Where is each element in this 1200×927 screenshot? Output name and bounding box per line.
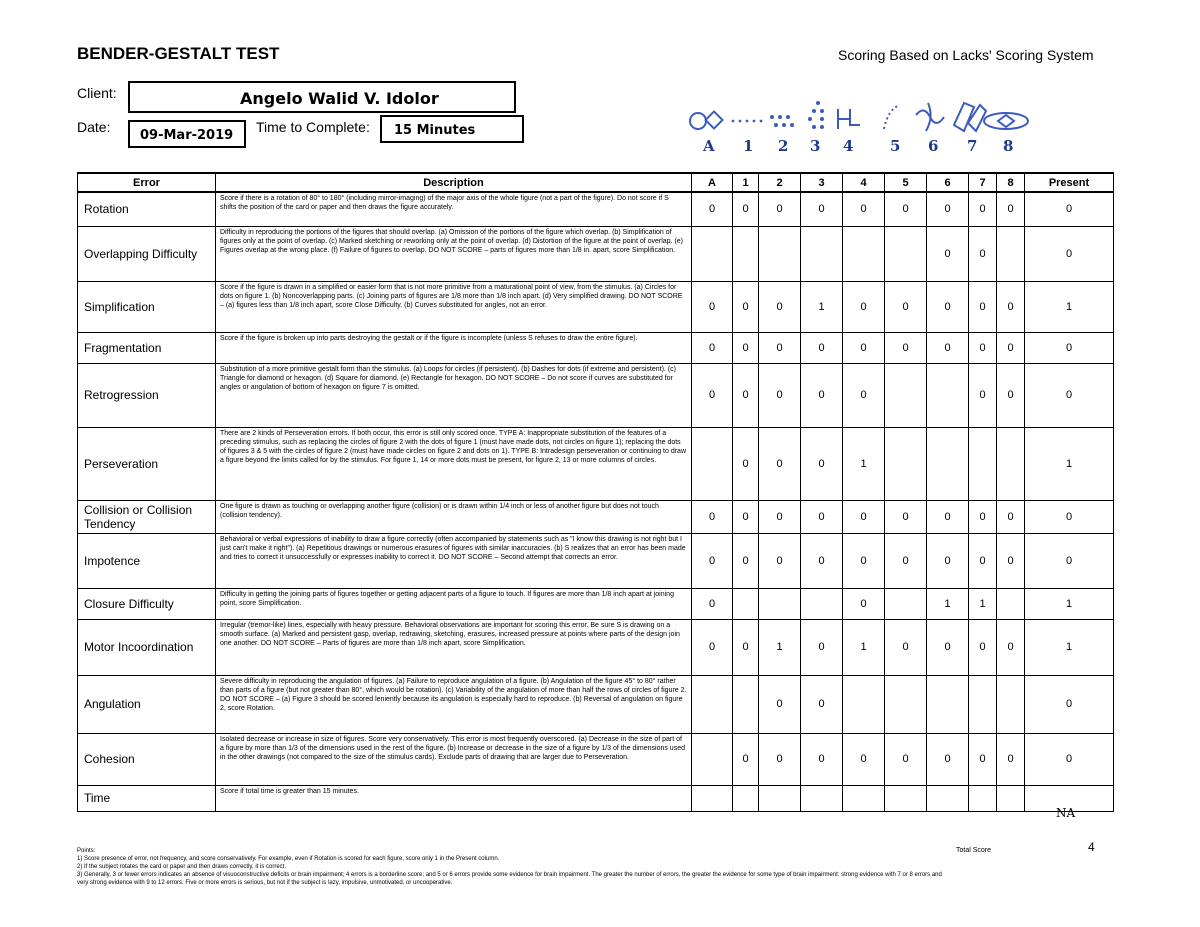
score-cell[interactable]: [733, 785, 759, 811]
score-cell[interactable]: [692, 733, 733, 785]
score-cell[interactable]: [969, 675, 997, 733]
score-cell[interactable]: 0: [843, 588, 885, 619]
score-cell[interactable]: [997, 226, 1025, 281]
error-description: Score if the figure is drawn in a simplified or easier form that is not more primitive from a maturational point of view, from the stimulus. (a) Circles for dots on figure 1. (b) Noncoverlapping parts. (c) Joining parts of figures are 1/8 more than 1/8 inch apart. (d) Very simplified drawing. DO NOT SCORE – (a) figures less than 1/8 inch apart, score Close Difficulty. (b) Curves substituted for angles, not an error.: [216, 281, 692, 332]
score-cell[interactable]: 0: [801, 500, 843, 533]
score-cell[interactable]: 0: [885, 533, 927, 588]
score-cell[interactable]: 0: [843, 500, 885, 533]
page-number: 4: [1088, 840, 1095, 854]
score-cell[interactable]: 0: [969, 332, 997, 363]
table-row: [78, 785, 1114, 811]
figure-1-dot: [760, 120, 763, 123]
note-1: 1) Score presence of error, not frequency, and score conservatively. For example, even if Rotation is scored for each figure, score only 1 in the Present column.: [77, 856, 500, 862]
score-cell[interactable]: 0: [969, 226, 997, 281]
score-cell[interactable]: 0: [692, 363, 733, 427]
score-cell[interactable]: [885, 588, 927, 619]
score-cell[interactable]: 0: [733, 427, 759, 500]
figure-1-dot: [739, 120, 742, 123]
score-cell[interactable]: 0: [733, 500, 759, 533]
score-cell[interactable]: 1: [969, 588, 997, 619]
score-cell[interactable]: 0: [759, 733, 801, 785]
score-cell[interactable]: 0: [759, 363, 801, 427]
col-header-7: 7: [969, 173, 997, 192]
figure-3-dot: [808, 117, 812, 121]
score-cell[interactable]: 0: [843, 281, 885, 332]
score-cell[interactable]: [885, 226, 927, 281]
col-header-description: Description: [216, 173, 692, 192]
error-name: Cohesion: [78, 733, 216, 785]
score-cell[interactable]: [885, 363, 927, 427]
col-header-a: A: [692, 173, 733, 192]
figure-label-1: 1: [743, 137, 754, 155]
note-3: 3) Generally, 3 or fewer errors indicates an absence of visuoconstructive deficits or brain impairment; 4 errors is a borderline score; and 5 or 6 errors provide some evidence for brain impairment. The greater the number of errors, the greater the evidence for some type of brain impairment: strong evidence with 7 or 8 errors and very strong evidence with 9 to 12 errors. Five or more errors is serious, but not if the subject is lazy, impulsive, unmotivated, or uncooperative.: [77, 872, 942, 886]
figure-label-2: 2: [778, 137, 789, 155]
error-description: Severe difficulty in reproducing the angulation of figures. (a) Failure to reproduce angulation of a figure. (b) Angulation of the figure 45° to 80° rather than parts of a figure (but not greater than 80°, which would be rotation). (c) Variability of the angulation of more than half the rows of circles of figure 2. DO NOT SCORE – (a) Figure 3 should be scored leniently because its angulation is especially hard to reproduce. (b) Reversal of angulation on figure 2, score Rotation.: [216, 675, 692, 733]
score-cell[interactable]: 0: [997, 192, 1025, 226]
figure-4-shape: [838, 109, 860, 129]
score-cell[interactable]: 0: [801, 192, 843, 226]
present-cell[interactable]: 0: [1025, 226, 1114, 281]
present-cell[interactable]: 1: [1025, 281, 1114, 332]
score-cell[interactable]: [843, 675, 885, 733]
error-description: One figure is drawn as touching or overlapping another figure (collision) or is drawn within 1/4 inch or less of another figure but does not touch (collision tendency).: [216, 500, 692, 533]
score-cell[interactable]: [997, 675, 1025, 733]
score-cell[interactable]: [733, 588, 759, 619]
score-cell[interactable]: 0: [997, 281, 1025, 332]
table-row: [78, 427, 1114, 500]
date-label: Date:: [77, 119, 111, 135]
score-cell[interactable]: 0: [733, 533, 759, 588]
score-cell[interactable]: [885, 785, 927, 811]
error-description: Score if total time is greater than 15 minutes.: [216, 785, 692, 811]
score-cell[interactable]: 0: [927, 332, 969, 363]
col-header-error: Error: [78, 173, 216, 192]
present-cell[interactable]: 0: [1025, 733, 1114, 785]
table-row: [78, 192, 1114, 226]
figure-3-dot: [820, 117, 824, 121]
score-cell[interactable]: 0: [969, 619, 997, 675]
score-cell[interactable]: 0: [969, 363, 997, 427]
error-description: Score if there is a rotation of 80° to 180° (including mirror-imaging) of the major axis of the whole figure (not a part of the figure). Do not score if S shifts the position of the card or paper and then draws the figure accurately.: [216, 192, 692, 226]
score-cell[interactable]: [733, 675, 759, 733]
error-name: Rotation: [78, 192, 216, 226]
score-cell[interactable]: [692, 427, 733, 500]
figure-3-dot: [820, 109, 824, 113]
error-description: Difficulty in getting the joining parts of figures together or getting adjacent parts of a figure to touch. If figures are more than 1/8 inch apart at joining point, score Simplification.: [216, 588, 692, 619]
score-cell[interactable]: [759, 226, 801, 281]
error-name: Closure Difficulty: [78, 588, 216, 619]
score-cell[interactable]: 0: [969, 500, 997, 533]
score-cell[interactable]: 0: [692, 281, 733, 332]
score-cell[interactable]: 0: [692, 332, 733, 363]
present-cell[interactable]: 0: [1025, 363, 1114, 427]
score-cell[interactable]: 0: [885, 733, 927, 785]
figure-label-a: A: [703, 137, 715, 155]
figure-5-shape: [884, 105, 900, 129]
score-cell[interactable]: 0: [997, 733, 1025, 785]
score-cell[interactable]: 1: [927, 588, 969, 619]
score-cell[interactable]: 0: [692, 500, 733, 533]
stimulus-figures-image: [688, 95, 1038, 140]
figure-7-shape: [954, 103, 986, 131]
score-cell[interactable]: [885, 675, 927, 733]
score-cell[interactable]: 0: [692, 192, 733, 226]
score-cell[interactable]: 0: [997, 363, 1025, 427]
score-cell[interactable]: 0: [997, 332, 1025, 363]
score-cell[interactable]: 0: [759, 427, 801, 500]
col-header-2: 2: [759, 173, 801, 192]
score-cell[interactable]: 0: [759, 533, 801, 588]
figure-3-dot: [820, 125, 824, 129]
figure-2-dot: [770, 115, 774, 119]
table-row: [78, 226, 1114, 281]
score-cell[interactable]: [927, 785, 969, 811]
score-cell[interactable]: 0: [801, 675, 843, 733]
table-row: [78, 332, 1114, 363]
error-description: Difficulty in reproducing the portions of the figures that should overlap. (a) Omission of the portions of the figure which overlap. (b) Simplification of figures only at the point of overlap. (c) Marked sketching or reworking only at the point of overlap. (d) Distortion of the figure at the point of overlap. (e) Figures overlap at the wrong place. (f) Failure of figures to overlap. DO NOT SCORE – parts of figures more than 1/8 in. apart, score Simplification.: [216, 226, 692, 281]
score-cell[interactable]: 0: [969, 733, 997, 785]
figure-3-dot: [812, 125, 816, 129]
score-cell[interactable]: 0: [969, 281, 997, 332]
figure-label-7: 7: [967, 137, 978, 155]
score-cell[interactable]: 0: [733, 733, 759, 785]
score-cell[interactable]: 0: [885, 619, 927, 675]
score-cell[interactable]: 0: [927, 192, 969, 226]
score-cell[interactable]: 0: [969, 533, 997, 588]
score-cell[interactable]: 0: [759, 281, 801, 332]
score-cell[interactable]: 0: [885, 281, 927, 332]
score-cell[interactable]: 0: [801, 533, 843, 588]
footer-notes: [77, 847, 947, 887]
score-cell[interactable]: [759, 785, 801, 811]
figure-3-dot: [816, 101, 820, 105]
score-cell[interactable]: 0: [733, 192, 759, 226]
score-cell[interactable]: 0: [692, 533, 733, 588]
present-cell[interactable]: 1: [1025, 427, 1114, 500]
score-cell[interactable]: 0: [759, 500, 801, 533]
col-header-6: 6: [927, 173, 969, 192]
present-cell[interactable]: 0: [1025, 332, 1114, 363]
error-name: Fragmentation: [78, 332, 216, 363]
score-cell[interactable]: 0: [733, 281, 759, 332]
figure-2-dot: [778, 115, 782, 119]
score-cell[interactable]: 0: [801, 332, 843, 363]
score-cell[interactable]: [927, 427, 969, 500]
present-cell[interactable]: 0: [1025, 500, 1114, 533]
error-name: Time: [78, 785, 216, 811]
score-cell[interactable]: 0: [927, 226, 969, 281]
error-name: Motor Incoordination: [78, 619, 216, 675]
total-score-label: Total Score: [956, 847, 992, 854]
time-present-value: NA: [1056, 806, 1076, 820]
time-to-complete-label: Time to Complete:: [256, 119, 370, 135]
score-cell[interactable]: 0: [801, 427, 843, 500]
error-description: Irregular (tremor-like) lines, especially with heavy pressure. Behavioral observations are important for scoring this error. Be sure S is drawing on a smooth surface. (a) Marked and persistent gasp, overlap, redrawing, sketching, erasures, increased pressure at points where parts of the design join one another. DO NOT SCORE – Parts of figures are more than 1/8 inch apart, score Simplification.: [216, 619, 692, 675]
time-to-complete-field[interactable]: 15 Minutes: [380, 115, 524, 143]
score-cell[interactable]: 0: [801, 363, 843, 427]
present-cell[interactable]: 1: [1025, 588, 1114, 619]
score-cell[interactable]: 1: [843, 619, 885, 675]
figure-1-dot: [746, 120, 749, 123]
error-description: Substitution of a more primitive gestalt form than the stimulus. (a) Loops for circles (if persistent). (b) Dashes for dots (if extreme and persistent). (c) Triangle for diamond or hexagon. (d) Square for diamond. (e) Rectangle for hexagon. DO NOT SCORE – Do not score if curves are substituted for angles or angulation of bottom of hexagon on figure 7 is omitted.: [216, 363, 692, 427]
figure-label-6: 6: [928, 137, 939, 155]
score-cell[interactable]: 1: [801, 281, 843, 332]
figure-2-dot: [782, 123, 786, 127]
header-row: [78, 173, 1114, 192]
figure-label-4: 4: [843, 137, 854, 155]
score-cell[interactable]: 0: [801, 733, 843, 785]
score-cell[interactable]: [843, 785, 885, 811]
table-row: [78, 588, 1114, 619]
score-cell[interactable]: 0: [759, 332, 801, 363]
table-row: [78, 675, 1114, 733]
table-row: [78, 363, 1114, 427]
figure-label-8: 8: [1003, 137, 1014, 155]
score-cell[interactable]: [927, 363, 969, 427]
table-row: [78, 619, 1114, 675]
score-cell[interactable]: [969, 427, 997, 500]
page-subtitle: Scoring Based on Lacks' Scoring System: [838, 47, 1094, 63]
score-cell[interactable]: 0: [885, 192, 927, 226]
figure-2-dot: [774, 123, 778, 127]
present-cell[interactable]: 0: [1025, 675, 1114, 733]
figure-2-dot: [790, 123, 794, 127]
col-header-present: Present: [1025, 173, 1114, 192]
date-field[interactable]: 09-Mar-2019: [128, 120, 246, 148]
score-cell[interactable]: 0: [759, 675, 801, 733]
score-cell[interactable]: 0: [927, 281, 969, 332]
table-row: [78, 733, 1114, 785]
score-cell[interactable]: [885, 427, 927, 500]
figure-1-dot: [732, 120, 735, 123]
score-cell[interactable]: [997, 588, 1025, 619]
table-row: [78, 533, 1114, 588]
score-cell[interactable]: 0: [997, 500, 1025, 533]
present-cell[interactable]: 0: [1025, 192, 1114, 226]
score-cell[interactable]: [733, 226, 759, 281]
score-cell[interactable]: 0: [801, 619, 843, 675]
score-cell[interactable]: [692, 226, 733, 281]
figure-8-diamond-shape: [998, 115, 1014, 127]
points-label: Points:: [77, 848, 96, 854]
score-cell[interactable]: [801, 785, 843, 811]
score-cell[interactable]: [843, 226, 885, 281]
score-cell[interactable]: 0: [927, 500, 969, 533]
table-row: [78, 281, 1114, 332]
scoring-table: [77, 172, 1114, 812]
error-name: Perseveration: [78, 427, 216, 500]
figure-a-circle-shape: [690, 113, 706, 129]
score-cell[interactable]: 0: [692, 588, 733, 619]
score-cell[interactable]: 0: [692, 619, 733, 675]
figure-a-diamond-shape: [706, 112, 723, 129]
score-cell[interactable]: [759, 588, 801, 619]
score-cell[interactable]: 0: [843, 733, 885, 785]
score-cell[interactable]: 0: [997, 619, 1025, 675]
figure-2-dot: [786, 115, 790, 119]
figure-6-shape: [916, 103, 944, 131]
score-cell[interactable]: 0: [733, 363, 759, 427]
error-name: Simplification: [78, 281, 216, 332]
score-cell[interactable]: [692, 675, 733, 733]
figure-label-3: 3: [810, 137, 821, 155]
score-cell[interactable]: [997, 785, 1025, 811]
score-cell[interactable]: 0: [843, 332, 885, 363]
score-cell[interactable]: 0: [843, 363, 885, 427]
score-cell[interactable]: 0: [927, 733, 969, 785]
error-description: Behavioral or verbal expressions of inability to draw a figure correctly (often accompanied by statements such as "I know this drawing is not right but I just can't make it right"). (a) Repetitious drawings or numerous erasures of figures with similar inaccuracies. (b) S realizes that an error has been made and tries to correct it unsuccessfully or expresses inability to correct it. DO NOT SCORE – Second attempt that corrects an error.: [216, 533, 692, 588]
error-name: Overlapping Difficulty: [78, 226, 216, 281]
score-cell[interactable]: 0: [885, 332, 927, 363]
client-name-field[interactable]: Angelo Walid V. Idolor: [128, 81, 516, 113]
score-cell[interactable]: 0: [733, 619, 759, 675]
score-cell[interactable]: 0: [885, 500, 927, 533]
score-cell[interactable]: [927, 675, 969, 733]
score-cell[interactable]: [801, 226, 843, 281]
error-description: Score if the figure is broken up into parts destroying the gestalt or if the figure is incomplete (unless S refuses to draw the entire figure).: [216, 332, 692, 363]
col-header-8: 8: [997, 173, 1025, 192]
page-title: BENDER-GESTALT TEST: [77, 44, 280, 63]
score-cell[interactable]: 0: [927, 619, 969, 675]
score-cell[interactable]: [997, 427, 1025, 500]
col-header-5: 5: [885, 173, 927, 192]
score-cell[interactable]: 1: [759, 619, 801, 675]
score-cell[interactable]: 1: [843, 427, 885, 500]
figure-label-5: 5: [890, 137, 901, 155]
note-2: 2) If the subject rotates the card or paper and then draws correctly, it is correct.: [77, 864, 286, 870]
score-cell[interactable]: [801, 588, 843, 619]
score-cell[interactable]: 0: [927, 533, 969, 588]
col-header-4: 4: [843, 173, 885, 192]
error-name: Impotence: [78, 533, 216, 588]
figure-3-dot: [812, 109, 816, 113]
present-cell[interactable]: 0: [1025, 533, 1114, 588]
score-cell[interactable]: [969, 785, 997, 811]
figure-1-dot: [753, 120, 756, 123]
error-name: Angulation: [78, 675, 216, 733]
error-name: Retrogression: [78, 363, 216, 427]
score-cell[interactable]: 0: [843, 533, 885, 588]
col-header-1: 1: [733, 173, 759, 192]
score-cell[interactable]: 0: [969, 192, 997, 226]
score-cell[interactable]: 0: [997, 533, 1025, 588]
table-row: [78, 500, 1114, 533]
score-cell[interactable]: 0: [843, 192, 885, 226]
col-header-3: 3: [801, 173, 843, 192]
score-cell[interactable]: 0: [733, 332, 759, 363]
score-cell[interactable]: [692, 785, 733, 811]
error-description: There are 2 kinds of Perseveration errors. If both occur, this error is still only scored once. TYPE A: Inappropriate substitution of the features of a preceding stimulus, such as replacing the circles of figure 2 with the dots of figure 1 (must have made dots, not circles on figure 1); replacing the dots of figures 3 & 5 with the circles of figure 2 (must have made circles on figure 2 and dots on 1). TYPE B: Intradesign perseveration or continuing to draw a figure beyond the limits called for by the stimulus. For figure 1, 14 or more dots must be present, for figure 2, 13 or more columns of circles.: [216, 427, 692, 500]
error-name: Collision or Collision Tendency: [78, 500, 216, 533]
client-label: Client:: [77, 85, 117, 101]
error-description: Isolated decrease or increase in size of figures. Score very conservatively. This error is most frequently overscored. (a) Decrease in the size of part of a figure by more than 1/3 of the dimensions used in the rest of the figure. (b) Increase or decrease in the size of a figure by 1/3 of the dimensions used in the other drawings (not compared to the size of the stimulus cards). Exclude parts of drawing that are larger due to Perseveration.: [216, 733, 692, 785]
present-cell[interactable]: 1: [1025, 619, 1114, 675]
score-cell[interactable]: 0: [759, 192, 801, 226]
